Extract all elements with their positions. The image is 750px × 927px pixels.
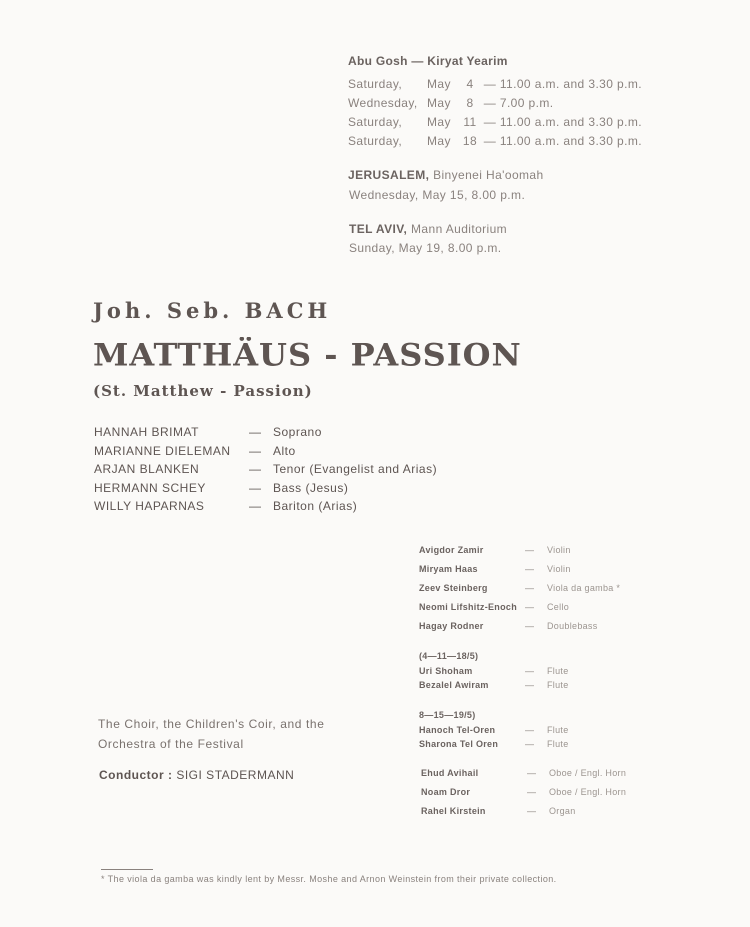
instrumentalist-row: Ehud Avihail — Oboe / Engl. Horn: [421, 768, 627, 778]
instrumentalist-row: Hagay Rodner — Doublebass: [419, 621, 598, 631]
instrumentalist-row: Miryam Haas — Violin: [419, 564, 571, 574]
instrumentalist-row: Bezalel Awiram — Flute: [419, 679, 569, 690]
footnote: * The viola da gamba was kindly lent by Messr. Moshe and Arnon Weinstein from their private collection.: [101, 874, 557, 884]
date-line: Saturday, May 11 — 11.00 a.m. and 3.30 p.m.: [348, 115, 642, 129]
date-line: Wednesday, May 8 — 7.00 p.m.: [348, 96, 554, 110]
instrumentalist-row: Uri Shoham — Flute: [419, 666, 569, 676]
soloists-list: [94, 425, 437, 518]
conductor-credit: Conductor : SIGI STADERMANN: [99, 768, 295, 782]
flute-group1-dates: (4—11—18/5): [419, 651, 479, 661]
choir-credit: The Choir, the Children's Coir, and the Orchestra of the Festival: [98, 717, 325, 751]
soloist-row: HERMANN SCHEY — Bass (Jesus): [94, 480, 349, 495]
instrumentalist-row: Neomi Lifshitz-Enoch — Cello: [419, 602, 570, 612]
soloist-row: MARIANNE DIELEMAN — Alto: [94, 443, 296, 458]
soloist-row: WILLY HAPARNAS — Bariton (Arias): [94, 499, 358, 514]
flute-group2-dates: 8—15—19/5): [419, 710, 476, 720]
venue-jerusalem: JERUSALEM, Binyenei Ha'oomah: [348, 168, 544, 182]
work-title: MATTHÄUS - PASSION: [93, 337, 522, 374]
tel-aviv-date: Sunday, May 19, 8.00 p.m.: [349, 241, 502, 255]
instrumentalist-row: Noam Dror — Oboe / Engl. Horn: [421, 787, 627, 797]
venue-abu-gosh: Abu Gosh — Kiryat Yearim: [348, 54, 508, 68]
footnote-rule: [101, 869, 153, 870]
flute-group1: [419, 666, 569, 693]
instrumentalist-row: Avigdor Zamir — Violin: [419, 545, 571, 555]
abu-gosh-dates: [348, 77, 642, 153]
instrumentalist-row: Rahel Kirstein — Organ: [421, 806, 576, 816]
instrumentalist-row: Zeev Steinberg — Viola da gamba *: [419, 583, 621, 593]
instrumentalist-row: Sharona Tel Oren — Flute: [419, 738, 569, 749]
winds-organ-list: [421, 768, 626, 825]
date-line: Saturday, May 18 — 11.00 a.m. and 3.30 p.m.: [348, 134, 642, 148]
composer: Joh. Seb. BACH: [93, 298, 332, 323]
soloist-row: HANNAH BRIMAT — Soprano: [94, 425, 322, 439]
venue-tel-aviv: TEL AVIV, Mann Auditorium: [349, 222, 508, 236]
date-line: Saturday, May 4 — 11.00 a.m. and 3.30 p.m.: [348, 77, 642, 91]
work-subtitle: (St. Matthew - Passion): [93, 382, 313, 400]
strings-list: [419, 545, 620, 640]
flute-group2: [419, 725, 569, 752]
soloist-row: ARJAN BLANKEN — Tenor (Evangelist and Arias): [94, 462, 438, 477]
instrumentalist-row: Hanoch Tel-Oren — Flute: [419, 725, 569, 735]
jerusalem-date: Wednesday, May 15, 8.00 p.m.: [349, 188, 526, 202]
